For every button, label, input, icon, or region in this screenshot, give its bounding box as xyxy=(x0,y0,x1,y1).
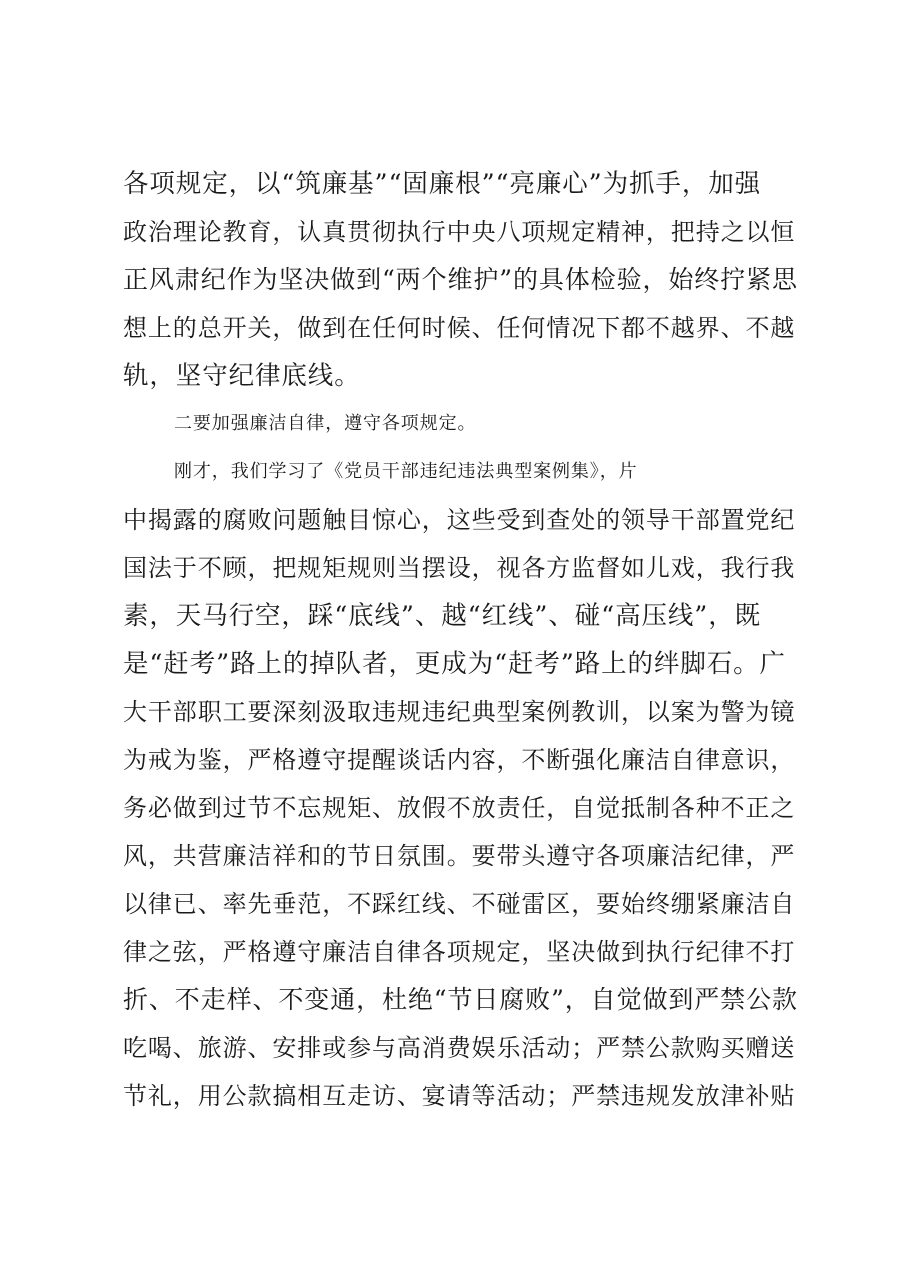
text-line: 折、不走样、不变通，杜绝“节日腐败”，自觉做到严禁公款 xyxy=(123,985,798,1014)
text-line: 律之弦，严格遵守廉洁自律各项规定，坚决做到执行纪律不打 xyxy=(123,938,796,966)
text-line: 国法于不顾，把规矩规则当摆设，视各方监督如儿戏，我行我 xyxy=(123,554,796,582)
text-line: 吃喝、旅游、安排或参与高消费娱乐活动；严禁公款购买赠送 xyxy=(123,1034,796,1062)
text-line: 以律已、率先垂范，不踩红线、不碰雷区，要始终绷紧廉洁自 xyxy=(123,890,796,918)
text-line: 轨，坚守纪律底线。 xyxy=(123,361,361,391)
text-line: 风，共营廉洁祥和的节日氛围。要带头遵守各项廉洁纪律，严 xyxy=(123,842,796,870)
text-line: 是“赶考”路上的掉队者，更成为“赶考”路上的绊脚石。广 xyxy=(123,649,786,679)
body-text xyxy=(123,160,803,1120)
text-line: 务必做到过节不忘规矩、放假不放责任，自觉抵制各种不正之 xyxy=(123,794,796,822)
text-line: 节礼，用公款搞相互走访、宴请等活动；严禁违规发放津补贴 xyxy=(123,1082,796,1110)
text-line: 各项规定，以“筑廉基”“固廉根”“亮廉心”为抓手，加强 xyxy=(123,169,762,199)
text-line: 大干部职工要深刻汲取违规违纪典型案例教训，以案为警为镜 xyxy=(123,698,796,726)
text-line: 正风肃纪作为坚决做到“两个维护”的具体检验，始终拧紧思 xyxy=(123,265,798,294)
text-line: 素，天马行空，踩“底线”、越“红线”、碰“高压线”，既 xyxy=(123,601,762,631)
paragraph-first-line: 刚才，我们学习了《党员干部违纪违法典型案例集》，片 xyxy=(174,461,638,482)
paragraph-first-line: 二要加强廉洁自律，遵守各项规定。 xyxy=(174,413,477,434)
text-line: 为戒为鉴，严格遵守提醒谈话内容，不断强化廉洁自律意识， xyxy=(123,746,796,774)
text-line: 想上的总开关，做到在任何时候、任何情况下都不越界、不越 xyxy=(123,314,796,342)
text-line: 中揭露的腐败问题触目惊心，这些受到查处的领导干部置党纪 xyxy=(123,506,796,534)
text-line: 政治理论教育，认真贯彻执行中央八项规定精神，把持之以恒 xyxy=(123,218,796,246)
